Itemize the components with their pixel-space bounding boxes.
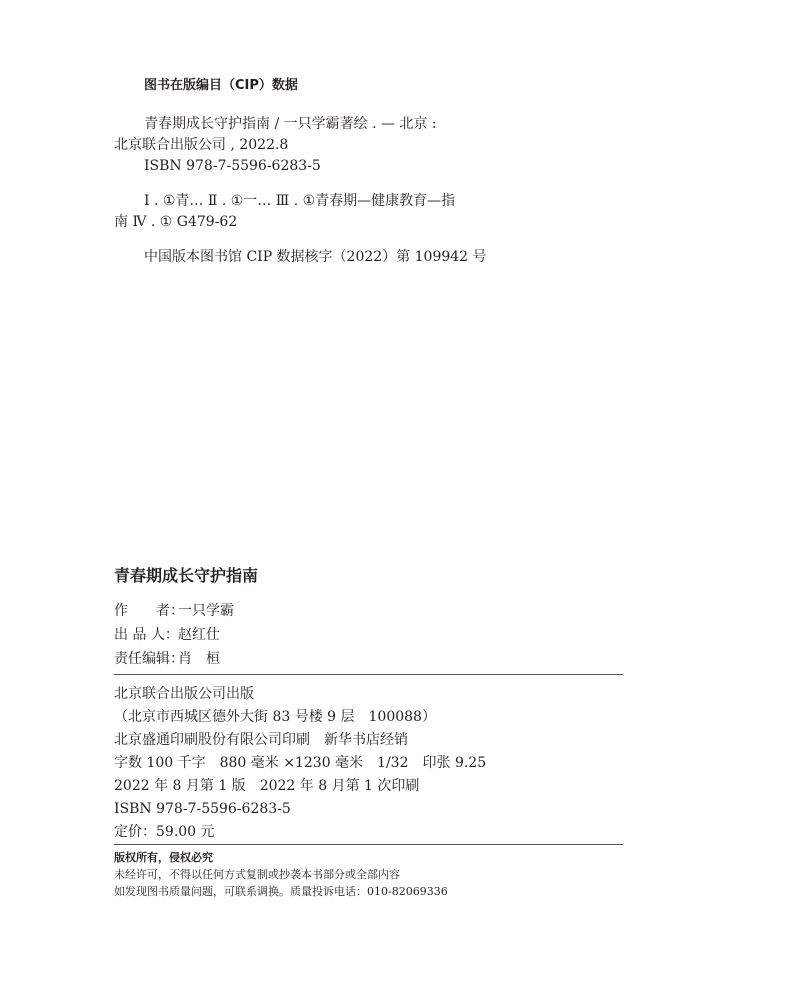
credit-label: 责任编辑： [114,651,184,667]
divider-bottom [114,844,623,845]
publication-line: （北京市西城区德外大街 83 号楼 9 层 100088） [114,709,436,725]
credit-label: 作 者： [114,603,184,619]
credit-value: 一只学霸 [178,603,234,619]
copyright-line1: 未经许可，不得以任何方式复制或抄袭本书部分或全部内容 [114,868,400,881]
cip-library-record: 中国版本图书馆 CIP 数据核字（2022）第 109942 号 [144,249,487,265]
credit-label: 出 品 人： [114,627,179,643]
publication-line: 2022 年 8 月第 1 版 2022 年 8 月第 1 次印刷 [114,778,420,794]
credit-producer [114,626,220,644]
copyright-heading: 版权所有，侵权必究 [114,851,213,864]
cip-entry-line1: 青春期成长守护指南 / 一只学霸著绘 . — 北京 : [144,116,437,132]
publication-line: 字数 100 千字 880 毫米 ×1230 毫米 1/32 印张 9.25 [114,755,487,771]
cip-subject-line2: 南 Ⅳ . ① G479-62 [114,214,238,230]
cip-entry-line2: 北京联合出版公司 , 2022.8 [114,137,289,153]
copyright-line2: 如发现图书质量问题，可联系调换。质量投诉电话：010-82069336 [114,885,448,898]
publication-line: 北京盛通印刷股份有限公司印刷 新华书店经销 [114,732,408,748]
cip-isbn: ISBN 978-7-5596-6283-5 [144,158,321,174]
publication-line: ISBN 978-7-5596-6283-5 [114,801,291,817]
publication-line: 北京联合出版公司出版 [114,686,254,702]
credit-value: 赵红仕 [178,627,220,643]
cip-heading: 图书在版编目（CIP）数据 [144,78,298,93]
divider-top [114,674,623,675]
credit-value: 肖 桓 [178,651,220,667]
credit-editor [114,650,220,668]
credit-author [114,602,234,620]
cip-subject-line1: Ⅰ . ①青… Ⅱ . ①一… Ⅲ . ①青春期—健康教育—指 [144,193,456,209]
price-line: 定价：59.00 元 [114,824,215,840]
book-title: 青春期成长守护指南 [114,566,259,585]
